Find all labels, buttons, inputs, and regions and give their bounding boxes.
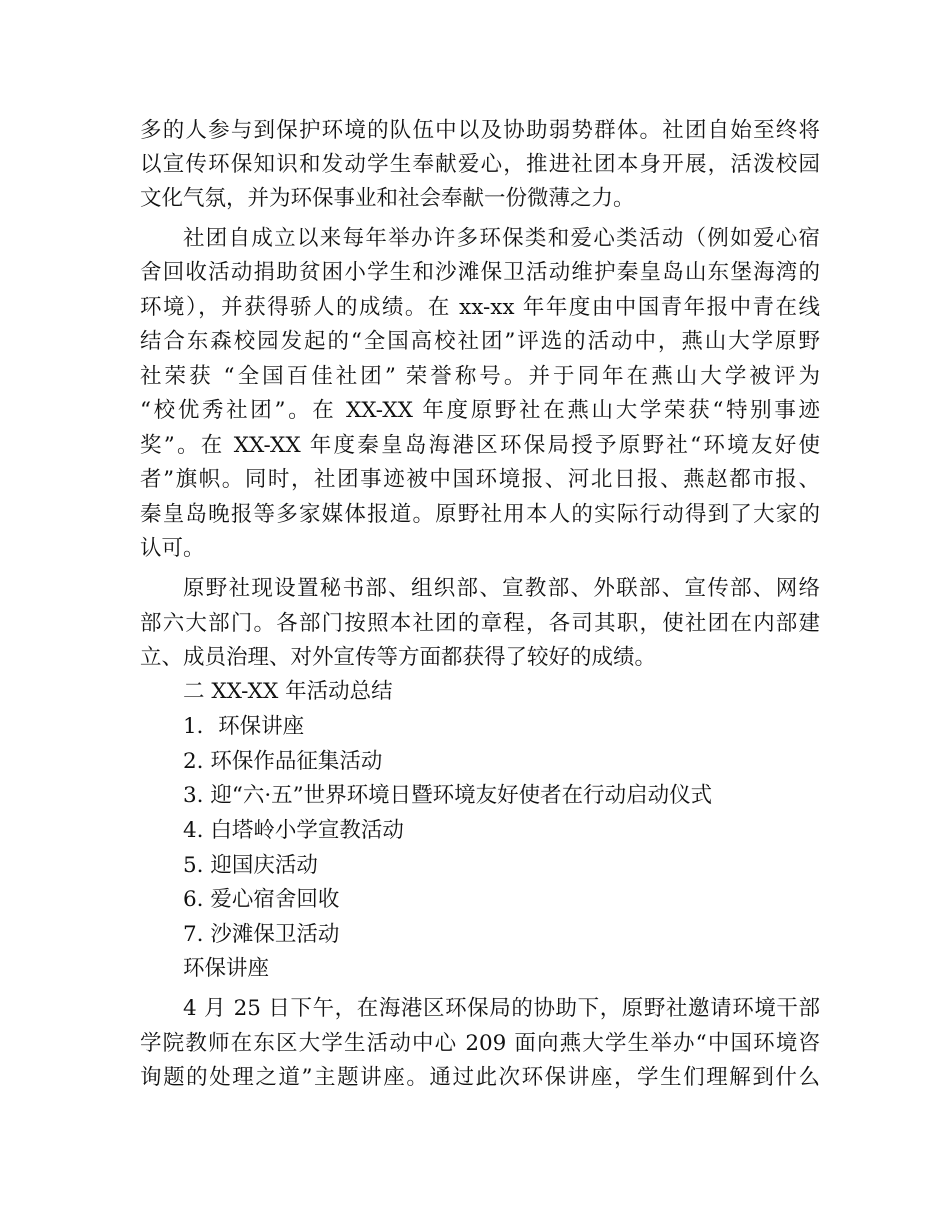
body-text-line: 部六大部门。各部门按照本社团的章程，各司其职，使社团在内部建 bbox=[140, 611, 820, 636]
list-item: 2. 环保作品征集活动 bbox=[183, 749, 383, 774]
subsection-heading: 环保讲座 bbox=[183, 956, 270, 981]
body-text-line: 奖”。在 XX-XX 年度秦皇岛海港区环保局授予原野社“环境友好使 bbox=[140, 433, 820, 458]
body-text-line: 结合东森校园发起的“全国高校社团”评选的活动中，燕山大学原野 bbox=[140, 329, 820, 354]
body-text-line: 社荣获 “全国百佳社团” 荣誉称号。并于同年在燕山大学被评为 bbox=[140, 364, 820, 389]
body-text-line: 学院教师在东区大学生活动中心 209 面向燕大学生举办“中国环境咨 bbox=[140, 1031, 820, 1056]
body-text-line: 询题的处理之道”主题讲座。通过此次环保讲座，学生们理解到什么 bbox=[140, 1065, 820, 1090]
body-text-line: 原野社现设置秘书部、组织部、宣教部、外联部、宣传部、网络 bbox=[183, 576, 820, 601]
body-text-line: 舍回收活动捐助贫困小学生和沙滩保卫活动维护秦皇岛山东堡海湾的 bbox=[140, 260, 820, 285]
list-item: 1．环保讲座 bbox=[183, 714, 305, 739]
body-text-line: 环境），并获得骄人的成绩。在 xx-xx 年年度由中国青年报中青在线 bbox=[140, 295, 820, 320]
list-item: 6. 爱心宿舍回收 bbox=[183, 887, 340, 912]
body-text-line: 立、成员治理、对外宣传等方面都获得了较好的成绩。 bbox=[140, 645, 657, 670]
body-text-line: 4 月 25 日下午，在海港区环保局的协助下，原野社邀请环境干部 bbox=[183, 996, 820, 1021]
body-text-line: 以宣传环保知识和发动学生奉献爱心，推进社团本身开展，活泼校园 bbox=[140, 152, 820, 177]
list-item: 5. 迎国庆活动 bbox=[183, 853, 318, 878]
body-text-line: 者”旗帜。同时，社团事迹被中国环境报、河北日报、燕赵都市报、 bbox=[140, 467, 820, 492]
list-item: 4. 白塔岭小学宣教活动 bbox=[183, 818, 404, 843]
body-text-line: 认可。 bbox=[140, 536, 205, 561]
body-text-line: 文化气氛，并为环保事业和社会奉献一份微薄之力。 bbox=[140, 186, 635, 211]
body-text-line: 秦皇岛晚报等多家媒体报道。原野社用本人的实际行动得到了大家的 bbox=[140, 502, 820, 527]
body-text-line: “校优秀社团”。在 XX-XX 年度原野社在燕山大学荣获“特别事迹 bbox=[140, 398, 820, 423]
list-item: 7. 沙滩保卫活动 bbox=[183, 922, 340, 947]
list-item: 3. 迎“六·五”世界环境日暨环境友好使者在行动启动仪式 bbox=[183, 783, 713, 808]
body-text-line: 多的人参与到保护环境的队伍中以及协助弱势群体。社团自始至终将 bbox=[140, 118, 820, 143]
section-heading: 二 XX-XX 年活动总结 bbox=[183, 679, 393, 704]
body-text-line: 社团自成立以来每年举办许多环保类和爱心类活动（例如爱心宿 bbox=[183, 226, 820, 251]
